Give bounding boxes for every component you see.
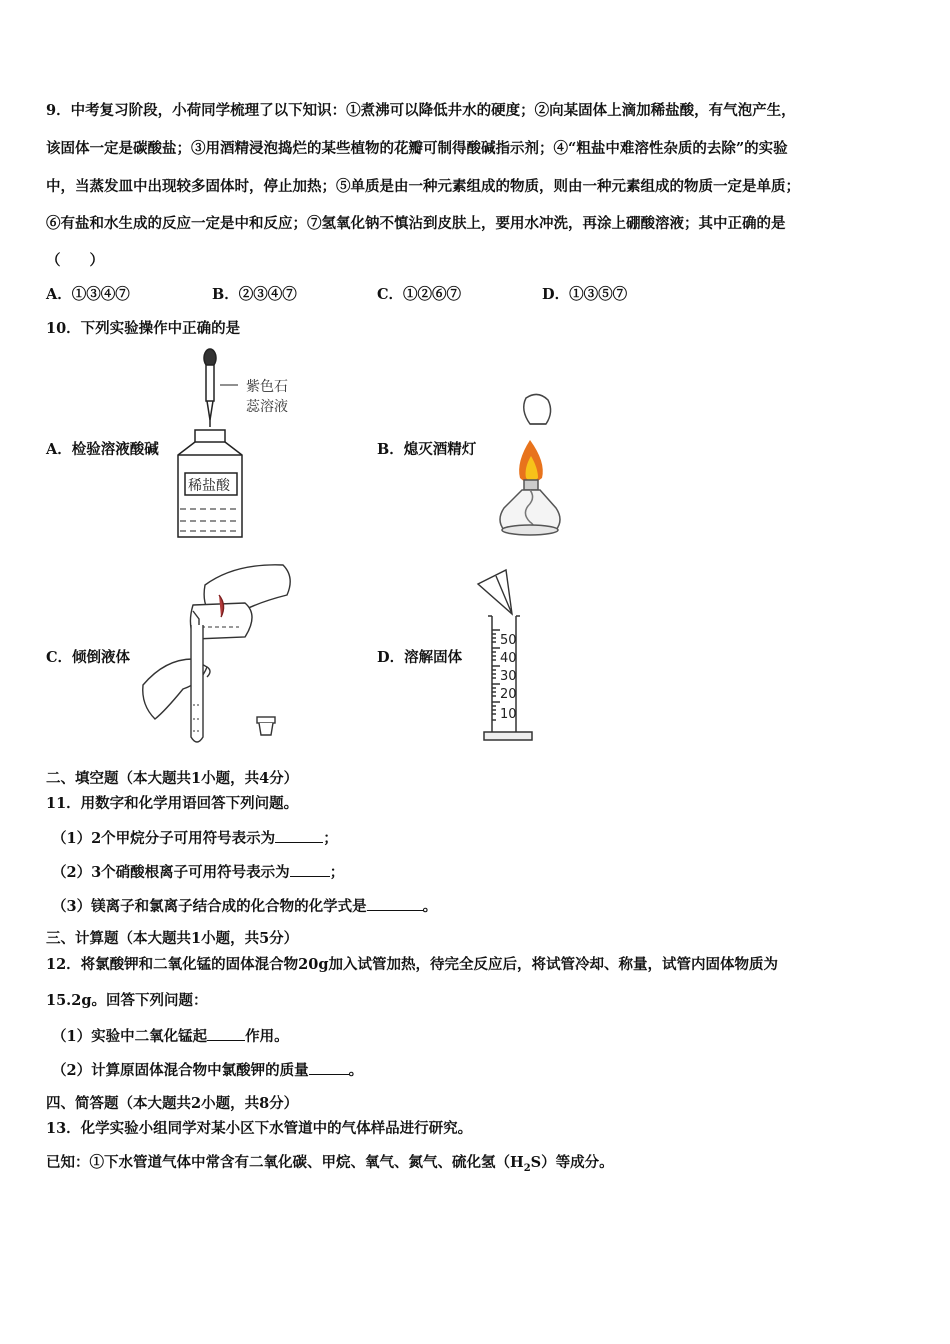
q13-stem: 13．化学实验小组同学对某小区下水管道中的气体样品进行研究。: [46, 1120, 473, 1137]
q9-option-b[interactable]: B．②③④⑦: [212, 286, 297, 303]
section-3-title: 三、计算题（本大题共1小题，共5分）: [46, 930, 299, 947]
cylinder-tick-40: 40: [500, 651, 517, 666]
q10-stem: 10．下列实验操作中正确的是: [46, 320, 241, 337]
cylinder-tick-10: 10: [500, 707, 517, 722]
q12-part-1-end: 作用。: [245, 1028, 289, 1045]
q12-part-1-blank[interactable]: [207, 1026, 245, 1041]
hand-holding-bottle-icon: [190, 565, 290, 639]
q12-line-2: 15.2g。回答下列问题：: [46, 992, 208, 1009]
bottle-stopper-icon: [257, 717, 275, 735]
alcohol-lamp-icon: [500, 480, 560, 535]
cylinder-tick-50: 50: [500, 633, 517, 648]
q9-option-d[interactable]: D．①③⑤⑦: [542, 286, 628, 303]
q10-option-c[interactable]: C．倾倒液体: [46, 649, 131, 666]
q11-part-1-end: ；: [323, 830, 338, 847]
q9-option-c[interactable]: C．①②⑥⑦: [377, 286, 462, 303]
figure-b-extinguish-lamp: [490, 390, 570, 545]
figure-d-dissolve-solid: [478, 570, 548, 745]
q13-known: [46, 1153, 614, 1179]
q11-part-2-end: ；: [329, 864, 345, 881]
lamp-cap-icon: [524, 394, 551, 424]
cylinder-tick-20: 20: [500, 687, 517, 702]
q12-line-1: 12．将氯酸钾和二氧化锰的固体混合物20g加入试管加热，待完全反应后，将试管冷却、称量，试管内固体物质为: [46, 956, 778, 973]
q11-part-3-end: 。: [422, 898, 438, 915]
q9-option-a[interactable]: A．①③④⑦: [46, 286, 130, 303]
section-4-title: 四、简答题（本大题共2小题，共8分）: [46, 1095, 299, 1112]
funnel-paper-icon: [478, 570, 512, 614]
cylinder-tick-30: 30: [500, 669, 517, 684]
q12-part-2-end: 。: [348, 1062, 364, 1079]
q9-line-4: ⑥有盐和水生成的反应一定是中和反应；⑦氢氧化钠不慎沾到皮肤上，要用水冲洗，再涂上硼酸溶液；其中正确的是: [46, 215, 786, 232]
figure-a-test-acidity: [150, 345, 310, 545]
q10-option-b[interactable]: B．熄灭酒精灯: [377, 441, 477, 458]
q12-part-1: [52, 1026, 289, 1047]
q9-line-2: 该固体一定是碳酸盐；③用酒精浸泡捣烂的某些植物的花瓣可制得酸碱指示剂；④“粗盐中难溶性杂质的去除”的实验: [46, 140, 788, 157]
dropper-label-2: 蕊溶液: [246, 399, 288, 415]
q11-part-2: [52, 862, 344, 883]
q12-part-2: [52, 1060, 363, 1081]
q12-part-2-text: （2）计算原固体混合物中氯酸钾的质量: [52, 1062, 309, 1079]
q11-part-1-blank[interactable]: [275, 828, 323, 843]
q11-part-2-blank[interactable]: [290, 862, 330, 877]
q12-part-1-text: （1）实验中二氧化锰起: [52, 1028, 208, 1045]
test-tube-icon: [191, 625, 203, 742]
bottle-label: 稀盐酸: [188, 478, 230, 494]
q10-option-a[interactable]: A．检验溶液酸碱: [46, 441, 159, 458]
q11-part-2-text: （2）3个硝酸根离子可用符号表示为: [52, 864, 290, 881]
q11-part-3-blank[interactable]: [367, 896, 423, 911]
q11-part-1-text: （1）2个甲烷分子可用符号表示为: [52, 830, 276, 847]
flame-icon: [519, 440, 543, 483]
figure-c-pour-liquid: [135, 555, 310, 750]
dropper-label-1: 紫色石: [246, 379, 288, 395]
q11-part-1: [52, 828, 338, 849]
dropper-icon: [204, 349, 238, 427]
q13-known-subscript: 2: [523, 1162, 531, 1174]
q13-known-end: S）等成分。: [530, 1154, 614, 1171]
q9-answer-paren: （ ）: [46, 252, 104, 269]
q9-line-3: 中，当蒸发皿中出现较多固体时，停止加热；⑤单质是由一种元素组成的物质，则由一种元素组成的物质一定是单质；: [46, 178, 800, 195]
q12-part-2-blank[interactable]: [309, 1060, 349, 1075]
q10-option-d[interactable]: D．溶解固体: [377, 649, 463, 666]
q9-line-1: 9．中考复习阶段，小荷同学梳理了以下知识：①煮沸可以降低井水的硬度；②向某固体上滴加稀盐酸，有气泡产生，: [46, 102, 796, 119]
q11-part-3-text: （3）镁离子和氯离子结合成的化合物的化学式是: [52, 898, 367, 915]
q11-part-3: [52, 896, 437, 917]
q11-stem: 11．用数字和化学用语回答下列问题。: [46, 795, 299, 812]
section-2-title: 二、填空题（本大题共1小题，共4分）: [46, 770, 299, 787]
q13-known-text: 已知：①下水管道气体中常含有二氧化碳、甲烷、氧气、氮气、硫化氢（H: [46, 1154, 524, 1171]
